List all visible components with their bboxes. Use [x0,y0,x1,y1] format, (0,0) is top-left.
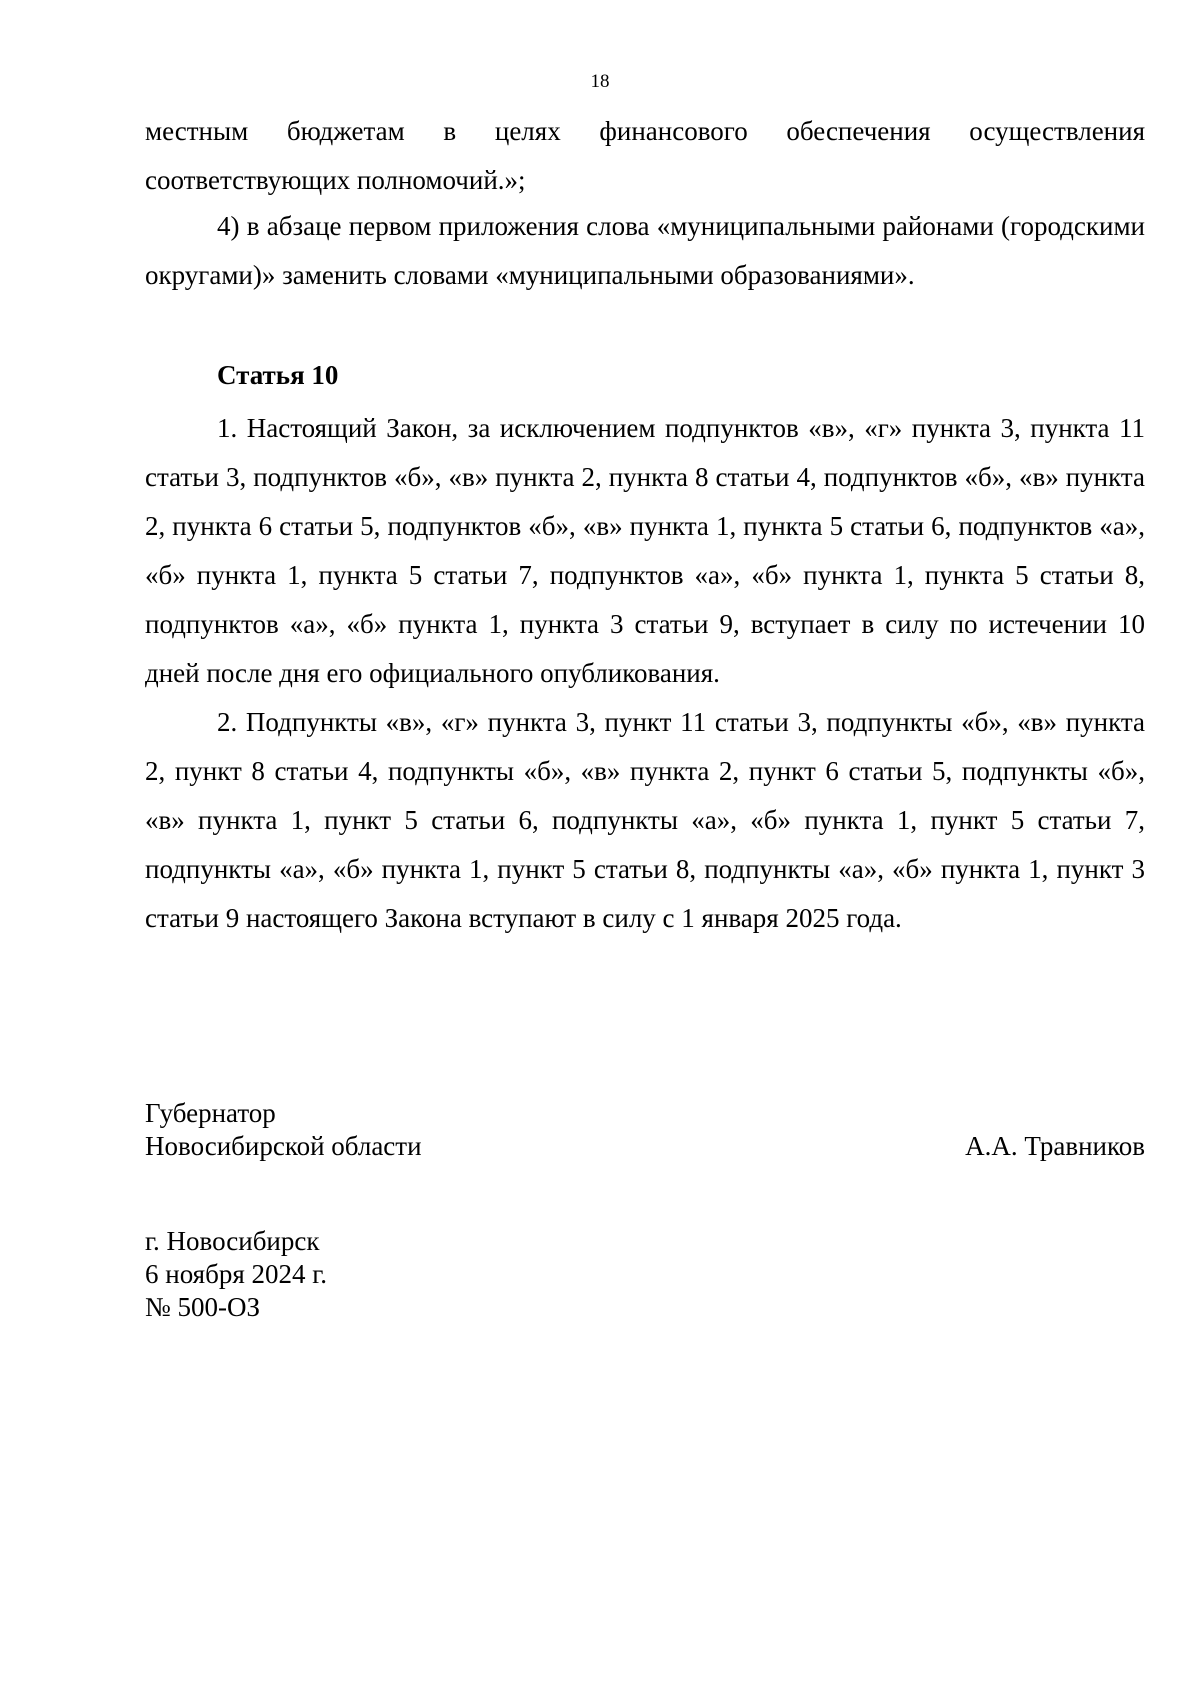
date: 6 ноября 2024 г. [145,1259,328,1289]
city: г. Новосибирск [145,1226,320,1256]
continuation-block [145,107,1145,300]
signature-row [145,1130,1145,1163]
signatory-position-line2: Новосибирской области [145,1131,422,1161]
place-date-block [145,1225,327,1324]
continuation-paragraph-1: местным бюджетам в целях финансового обеспечения осуществления соответствующих полномочий.»; [145,116,1145,195]
law-number: № 500-ОЗ [145,1292,261,1322]
continuation-paragraph-2: 4) в абзаце первом приложения слова «муниципальными районами (городскими округами)» заменить словами «муниципальными образованиями». [145,211,1145,290]
signatory-name: А.А. Травников [965,1131,1145,1161]
article-paragraph-1: 1. Настоящий Закон, за исключением подпунктов «в», «г» пункта 3, пункта 11 статьи 3, подпунктов «б», «в» пункта 2, пункта 8 статьи 4, подпунктов «б», «в» пункта 2, пункта 6 статьи 5, подпунктов «б», «в» пункта 1, пункта 5 статьи 6, подпунктов «а», «б» пункта 1, пункта 5 статьи 7, подпунктов «а», «б» пункта 1, пункта 5 статьи 8, подпунктов «а», «б» пункта 1, пункта 3 статьи 9, вступает в силу по истечении 10 дней после дня его официального опубликования. [145,413,1145,688]
page-number: 18 [590,71,610,92]
article-paragraph-2: 2. Подпункты «в», «г» пункта 3, пункт 11 статьи 3, подпункты «б», «в» пункта 2, пункт 8 статьи 4, подпункты «б», «в» пункта 2, пункт 6 статьи 5, подпункты «б», «в» пункта 1, пункт 5 статьи 6, подпункты «а», «б» пункта 1, пункт 5 статьи 7, подпункты «а», «б» пункта 1, пункт 5 статьи 8, подпункты «а», «б» пункта 1, пункт 3 статьи 9 настоящего Закона вступают в силу с 1 января 2025 года. [145,707,1145,933]
article-body [145,404,1145,943]
signature-block [145,1097,1145,1163]
article-heading: Статья 10 [217,360,339,390]
signatory-position-line1: Губернатор [145,1098,276,1128]
